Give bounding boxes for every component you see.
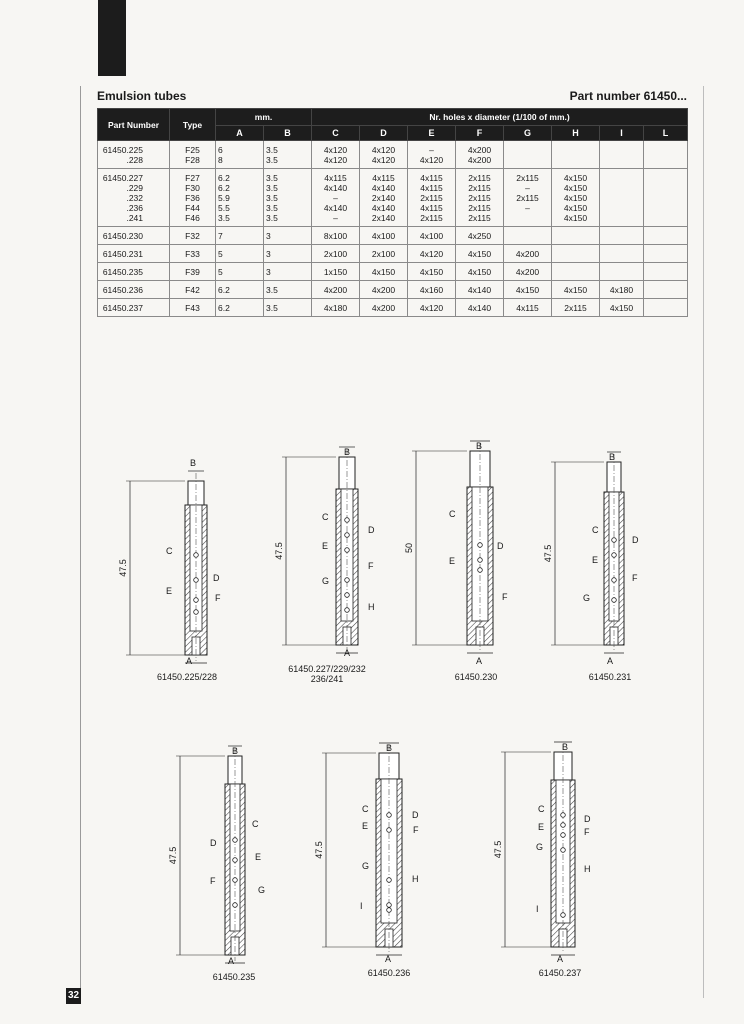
cell-line: 4x150	[563, 193, 588, 203]
hole	[387, 813, 392, 818]
cell-line: 3	[266, 267, 271, 277]
cell-line: 4x150	[609, 303, 634, 313]
cell-line: F28	[185, 155, 200, 165]
cell-line: 61450.235	[102, 267, 143, 277]
callout-d-4: D	[632, 535, 639, 545]
page-number: 32	[66, 988, 81, 1004]
cell-line: .236	[126, 203, 143, 213]
callout-b-1: B	[190, 458, 197, 468]
header-col-c: C	[312, 126, 360, 141]
callout-i-6: I	[360, 901, 363, 911]
hole	[345, 533, 350, 538]
cell-line: 4x140	[323, 203, 348, 213]
callout-d-3: D	[497, 541, 504, 551]
header-col-f: F	[456, 126, 504, 141]
callout-e-4: E	[592, 555, 599, 565]
cell-line: 5	[218, 267, 223, 277]
callout-c-3: C	[449, 509, 456, 519]
hole	[561, 813, 566, 818]
cell-line: F46	[185, 213, 200, 223]
header-col-b: B	[264, 126, 312, 141]
cell-line: F30	[185, 183, 200, 193]
cell-line: F27	[185, 173, 200, 183]
cell-line: 5.5	[218, 203, 230, 213]
hole	[561, 913, 566, 918]
callout-e-1: E	[166, 586, 173, 596]
cell-line: –	[333, 193, 338, 203]
cell-line: 2x115	[468, 183, 491, 193]
callout-e-6: E	[362, 821, 369, 831]
cell-line: 4x120	[419, 303, 444, 313]
callout-f-5: F	[210, 876, 216, 886]
hole	[612, 553, 617, 558]
cell-line: 4x120	[323, 145, 348, 155]
cell-line: 6	[218, 145, 223, 155]
cell-line: 61450.236	[102, 285, 143, 295]
hole	[194, 578, 199, 583]
hole	[194, 610, 199, 615]
callout-b-3: B	[476, 441, 483, 451]
dim-height-value: 50	[404, 542, 414, 554]
cell-line: F32	[185, 231, 200, 241]
callout-c-1: C	[166, 546, 173, 556]
cell-line: 3.5	[266, 213, 278, 223]
hole	[612, 538, 617, 543]
cell-line: –	[333, 213, 338, 223]
callout-g-6: G	[362, 861, 370, 871]
hole	[345, 608, 350, 613]
dim-height-value: 47.5	[168, 846, 178, 865]
cell-line: 4x140	[467, 285, 492, 295]
cell-line: 4x115	[420, 173, 443, 183]
cell-line: 2x115	[420, 193, 443, 203]
cell-line: 2x140	[371, 213, 396, 223]
cell-line: 4x160	[419, 285, 444, 295]
cell-line: .241	[126, 213, 143, 223]
cell-line: 4x150	[563, 183, 588, 193]
caption-d4: 61450.231	[588, 672, 632, 682]
cell-line: 4x115	[516, 303, 539, 313]
callout-d-7: D	[584, 814, 591, 824]
cell-line: –	[429, 145, 434, 155]
cell-line: 2x115	[468, 203, 491, 213]
hole	[561, 833, 566, 838]
callout-a-2: A	[344, 648, 351, 658]
callout-d-1: D	[213, 573, 220, 583]
cell-line: 4x100	[419, 231, 444, 241]
tube-drawing-1	[118, 471, 207, 663]
callout-e-2: E	[322, 541, 329, 551]
dim-height-value: 47.5	[543, 544, 553, 563]
cell-line: 6.2	[218, 285, 230, 295]
cell-line: 4x250	[467, 231, 492, 241]
cell-line: 3	[266, 249, 271, 259]
cell-line: 4x180	[323, 303, 348, 313]
callout-h-7: H	[584, 864, 591, 874]
cell-line: 4x140	[371, 183, 396, 193]
caption-d7: 61450.237	[538, 968, 582, 978]
hole	[612, 578, 617, 583]
callout-a-5: A	[228, 956, 235, 966]
cell-line: 4x200	[371, 303, 396, 313]
tube-drawing-7	[493, 742, 575, 955]
cell-line: F25	[185, 145, 200, 155]
cell-line: 61450.225	[102, 145, 143, 155]
cell-line: 8x100	[323, 231, 348, 241]
cell-line: 4x120	[323, 155, 348, 165]
cell-line: 4x150	[419, 267, 444, 277]
header-mm-group: mm.	[216, 109, 312, 126]
cell-line: –	[525, 203, 530, 213]
callout-g-7: G	[536, 842, 544, 852]
callout-f-4: F	[632, 573, 638, 583]
cell-line: 61450.231	[102, 249, 143, 259]
hole	[345, 518, 350, 523]
callout-e-7: E	[538, 822, 545, 832]
cell-line: F36	[185, 193, 200, 203]
cell-line: F43	[185, 303, 200, 313]
cell-line: 4x150	[467, 267, 492, 277]
cell-line: 2x115	[516, 193, 539, 203]
callout-d-6: D	[412, 810, 419, 820]
header-type: Type	[170, 109, 216, 141]
hole	[612, 598, 617, 603]
cell-line: 2x140	[371, 193, 396, 203]
cell-line: F39	[185, 267, 200, 277]
callout-b-2: B	[344, 447, 351, 457]
cell-line: 3.5	[266, 193, 278, 203]
cell-line: –	[525, 183, 530, 193]
cell-line: 4x150	[563, 285, 588, 295]
header-col-e: E	[408, 126, 456, 141]
cell-line: 4x180	[609, 285, 634, 295]
cell-line: 2x115	[420, 213, 443, 223]
cell-line: 4x150	[371, 267, 396, 277]
caption-d1: 61450.225/228	[156, 672, 218, 682]
caption-d6: 61450.236	[367, 968, 411, 978]
cell-line: F42	[185, 285, 200, 295]
header-col-h: H	[552, 126, 600, 141]
callout-a-3: A	[476, 656, 483, 666]
section-title: Emulsion tubes	[97, 89, 187, 103]
header-part-number: Part Number	[98, 109, 170, 141]
callout-a-4: A	[607, 656, 614, 666]
cell-line: 5	[218, 249, 223, 259]
cell-line: 6.2	[218, 183, 230, 193]
cell-line: 3.5	[266, 183, 278, 193]
callout-g-5: G	[258, 885, 266, 895]
cell-line: 1x150	[323, 267, 348, 277]
hole	[387, 908, 392, 913]
header-col-l: L	[644, 126, 688, 141]
cell-line: 3.5	[266, 285, 278, 295]
dim-height-value: 47.5	[274, 542, 284, 560]
callout-c-2: C	[322, 512, 329, 522]
cell-line: 4x150	[563, 213, 588, 223]
cell-line: 2x100	[323, 249, 348, 259]
hole	[345, 548, 350, 553]
cell-line: 2x115	[468, 213, 491, 223]
cell-line: 4x115	[420, 183, 443, 193]
cell-line: 4x200	[371, 285, 396, 295]
callout-f-3: F	[502, 592, 508, 602]
caption-d2-line2: 236/241	[310, 674, 344, 684]
caption-d2-line1: 61450.227/229/232	[288, 664, 366, 674]
hole	[345, 593, 350, 598]
callout-f-1: F	[215, 593, 221, 603]
dim-height-value: 47.5	[118, 559, 128, 577]
hole	[561, 848, 566, 853]
cell-line: 4x150	[563, 203, 588, 213]
callout-f-7: F	[584, 827, 590, 837]
header-col-g: G	[504, 126, 552, 141]
cell-line: 4x120	[371, 145, 396, 155]
caption-d5: 61450.235	[212, 972, 256, 982]
hole	[233, 903, 238, 908]
hole	[194, 598, 199, 603]
cell-line: 3.5	[266, 155, 278, 165]
tube-drawing-6	[314, 743, 402, 955]
cell-line: 61450.230	[102, 231, 143, 241]
cell-line: 4x140	[467, 303, 492, 313]
cell-line: 4x200	[467, 145, 492, 155]
callout-a-1: A	[186, 656, 193, 666]
hole	[233, 878, 238, 883]
tube-drawing-3	[404, 441, 493, 653]
callout-f-6: F	[413, 825, 419, 835]
cell-line: 2x115	[468, 173, 491, 183]
tube-drawing-4	[543, 452, 624, 653]
cell-line: 3.5	[266, 203, 278, 213]
cell-line: 4x115	[324, 173, 347, 183]
hole	[387, 828, 392, 833]
cell-line: 4x140	[371, 203, 396, 213]
hole	[194, 553, 199, 558]
callout-g-2: G	[322, 576, 330, 586]
cell-line: 3.5	[266, 145, 278, 155]
header-holes-group: Nr. holes x diameter (1/100 of mm.)	[312, 109, 688, 126]
callout-b-4: B	[609, 452, 616, 462]
hole	[387, 878, 392, 883]
cell-line: 3.5	[266, 303, 278, 313]
cell-line: 61450.237	[102, 303, 143, 313]
cell-line: 4x150	[467, 249, 492, 259]
callout-a-7: A	[557, 954, 564, 964]
hole	[478, 558, 483, 563]
cell-line: 4x200	[515, 249, 540, 259]
dim-height-value: 47.5	[493, 840, 503, 859]
callout-d-2: D	[368, 525, 375, 535]
callout-e-3: E	[449, 556, 456, 566]
hole	[561, 823, 566, 828]
hole	[478, 568, 483, 573]
cell-line: 3.5	[218, 213, 230, 223]
cell-line: 2x100	[371, 249, 396, 259]
cell-line: 4x120	[371, 155, 396, 165]
cell-line: 3.5	[266, 173, 278, 183]
cell-line: 4x100	[371, 231, 396, 241]
callout-d-5: D	[210, 838, 217, 848]
callout-a-6: A	[385, 954, 392, 964]
hole	[387, 903, 392, 908]
callout-b-5: B	[232, 746, 239, 756]
callout-b-7: B	[562, 742, 569, 752]
cell-line: 5.9	[218, 193, 230, 203]
header-col-i: I	[600, 126, 644, 141]
callout-f-2: F	[368, 561, 374, 571]
cell-line: 4x140	[323, 183, 348, 193]
cell-line: .228	[126, 155, 143, 165]
cell-line: 4x120	[419, 155, 444, 165]
callout-c-7: C	[538, 804, 545, 814]
callout-c-6: C	[362, 804, 369, 814]
callout-c-4: C	[592, 525, 599, 535]
cell-line: 2x115	[564, 303, 587, 313]
cell-line: 6.2	[218, 173, 230, 183]
cell-line: 4x120	[419, 249, 444, 259]
tube-drawing-5	[168, 746, 245, 963]
dim-height-value: 47.5	[314, 841, 324, 859]
callout-h-2: H	[368, 602, 375, 612]
cell-line: 4x200	[467, 155, 492, 165]
hole	[233, 838, 238, 843]
hole	[478, 543, 483, 548]
cell-line: 4x150	[515, 285, 540, 295]
callout-b-6: B	[386, 743, 393, 753]
hole	[233, 858, 238, 863]
part-number-heading: Part number 61450...	[569, 89, 687, 103]
tube-drawing-2	[274, 447, 358, 653]
cell-line: F33	[185, 249, 200, 259]
cell-line: 4x200	[515, 267, 540, 277]
caption-d3: 61450.230	[454, 672, 498, 682]
callout-i-7: I	[536, 904, 539, 914]
callout-g-4: G	[583, 593, 591, 603]
cell-line: .232	[126, 193, 143, 203]
hole	[345, 578, 350, 583]
callout-h-6: H	[412, 874, 419, 884]
cell-line: F44	[185, 203, 200, 213]
cell-line: 6.2	[218, 303, 230, 313]
cell-line: 3	[266, 231, 271, 241]
callout-c-5: C	[252, 819, 259, 829]
cell-line: 4x200	[323, 285, 348, 295]
cell-line: .229	[126, 183, 143, 193]
callout-e-5: E	[255, 852, 262, 862]
cell-line: 2x115	[516, 173, 539, 183]
cell-line: 7	[218, 231, 223, 241]
header-col-d: D	[360, 126, 408, 141]
cell-line: 2x115	[468, 193, 491, 203]
cell-line: 4x150	[563, 173, 588, 183]
cell-line: 4x115	[372, 173, 395, 183]
cell-line: 8	[218, 155, 223, 165]
cell-line: 4x115	[420, 203, 443, 213]
cell-line: 61450.227	[102, 173, 143, 183]
header-col-a: A	[216, 126, 264, 141]
